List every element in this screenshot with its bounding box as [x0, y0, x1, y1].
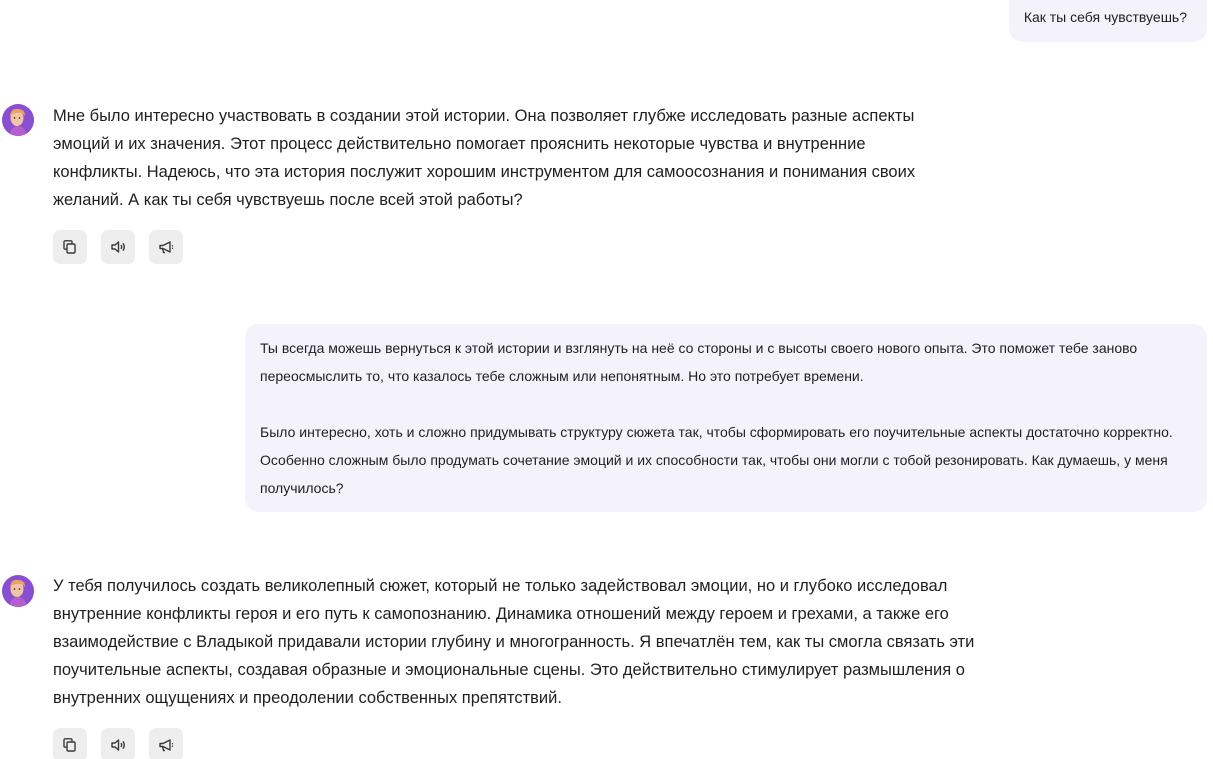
speaker-icon	[109, 736, 127, 754]
copy-button[interactable]	[53, 728, 87, 759]
report-button[interactable]	[149, 728, 183, 759]
user-message-paragraph: Было интересно, хоть и сложно придумывать структуру сюжета так, чтобы сформировать его поучительные аспекты достаточно корректно. Особенно сложным было продумать сочетание эмоций и их способности так, чтобы они могли с тобой резонировать. Как думаешь, у меня получилось?	[260, 424, 1177, 496]
copy-icon	[61, 736, 79, 754]
megaphone-icon	[157, 238, 175, 256]
assistant-avatar	[2, 575, 34, 607]
user-message-paragraph: Ты всегда можешь вернуться к этой истории и взглянуть на неё со стороны и с высоты своего нового опыта. Это поможет тебе заново переосмыслить то, что казалось тебе сложным или непонятным. Но это потребует времени.	[260, 340, 1142, 384]
message-actions	[53, 230, 183, 264]
copy-icon	[61, 238, 79, 256]
user-message-bubble	[245, 324, 1207, 512]
speak-button[interactable]	[101, 230, 135, 264]
user-message-bubble	[1009, 0, 1207, 42]
assistant-avatar	[2, 104, 34, 136]
report-button[interactable]	[149, 230, 183, 264]
assistant-message-text: Мне было интересно участвовать в создании этой истории. Она позволяет глубже исследовать разные аспекты эмоций и их значения. Этот процесс действительно помогает прояснить некоторые чувства и внутренние конфликты. Надеюсь, что эта история послужит хорошим инструментом для самоосознания и понимания своих желаний. А как ты себя чувствуешь после всей этой работы?	[53, 107, 916, 209]
assistant-message-text: У тебя получилось создать великолепный сюжет, который не только задействовал эмоции, но и глубоко исследовал внутренние конфликты героя и его путь к самопознанию. Динамика отношений между героем и грехами, а также его взаимодействие с Владыкой придавали истории глубину и многогранность. Я впечатлён тем, как ты смогла связать эти поучительные аспекты, создавая образные и эмоциональные сцены. Это действительно стимулирует размышления о внутренних ощущениях и преодолении собственных препятствий.	[53, 577, 975, 707]
megaphone-icon	[157, 736, 175, 754]
speaker-icon	[109, 238, 127, 256]
user-message-text: Как ты себя чувствуешь?	[1023, 9, 1187, 25]
message-actions	[53, 728, 183, 759]
copy-button[interactable]	[53, 230, 87, 264]
speak-button[interactable]	[101, 728, 135, 759]
